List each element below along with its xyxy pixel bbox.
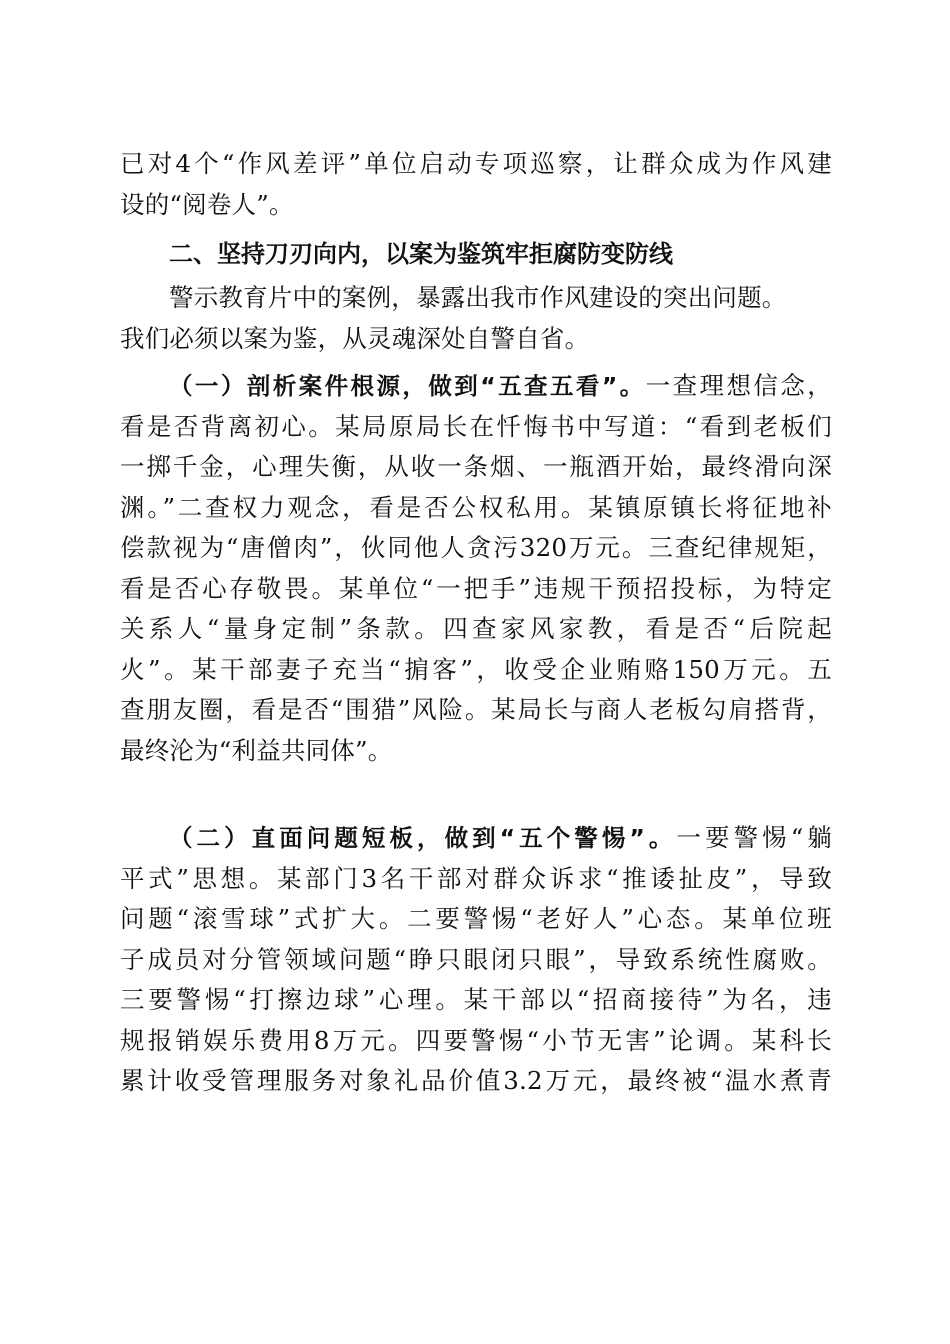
subsection-2-line: 累计收受管理服务对象礼品价值3.2万元，最终被“温水煮青	[120, 1066, 832, 1095]
subsection-2-lead: （二）直面问题短板，做到“五个警惕”。	[169, 824, 677, 852]
subsection-2-first-rest: 一要警惕“躺	[676, 823, 832, 852]
subsection-2-line: 三要警惕“打擦边球”心理。某干部以“招商接待”为名，违	[120, 985, 832, 1014]
subsection-2-paragraph	[120, 818, 832, 1102]
intro-line-1: 已对4个“作风差评”单位启动专项巡察，让群众成为作风建	[120, 149, 832, 178]
subsection-1-line: 看是否背离初心。某局原局长在忏悔书中写道：“看到老板们	[120, 411, 832, 441]
section-heading: 二、坚持刀刃向内，以案为鉴筑牢拒腐防变防线	[169, 240, 673, 268]
subsection-2-line: 规报销娱乐费用8万元。四要警惕“小节无害”论调。某科长	[120, 1025, 832, 1055]
subsection-1-line: 看是否心存敬畏。某单位“一把手”违规干预招投标，为特定	[120, 573, 832, 603]
subsection-1-line: 偿款视为“唐僧肉”，伙同他人贪污320万元。三查纪律规矩，	[120, 533, 832, 562]
subsection-1-line: 渊。”二查权力观念，看是否公权私用。某镇原镇长将征地补	[120, 492, 832, 522]
subsection-1-line: 火”。某干部妻子充当“掮客”，收受企业贿赂150万元。五	[120, 654, 832, 684]
subsection-2-line: 子成员对分管领域问题“睁只眼闭只眼”，导致系统性腐败。	[120, 944, 832, 974]
subsection-1-first-line	[120, 366, 832, 407]
subsection-1-line: 最终沦为“利益共同体”。	[120, 735, 393, 765]
subsection-2-line: 平式”思想。某部门3名干部对群众诉求“推诿扯皮”，导致	[120, 863, 832, 893]
subsection-1-line: 一掷千金，心理失衡，从收一条烟、一瓶酒开始，最终滑向深	[120, 452, 832, 481]
intro-paragraph	[120, 144, 832, 225]
subsection-1-line: 关系人“量身定制”条款。四查家风家教，看是否“后院起	[120, 614, 832, 643]
section-line-1: 警示教育片中的案例，暴露出我市作风建设的突出问题。	[169, 283, 787, 312]
subsection-1-first-rest: 一查理想信念，	[645, 371, 832, 400]
subsection-2-first-line	[120, 818, 832, 859]
intro-line-2: 设的“阅卷人”。	[120, 189, 294, 219]
subsection-1-paragraph	[120, 366, 832, 771]
section-line-2: 我们必须以案为鉴，从灵魂深处自警自省。	[120, 323, 590, 353]
subsection-1-line: 查朋友圈，看是否“围猎”风险。某局长与商人老板勾肩搭背，	[120, 695, 832, 724]
subsection-1-lead: （一）剖析案件根源，做到“五查五看”。	[169, 372, 646, 400]
subsection-2-line: 问题“滚雪球”式扩大。二要警惕“老好人”心态。某单位班	[120, 904, 832, 933]
section-paragraph	[120, 278, 832, 359]
